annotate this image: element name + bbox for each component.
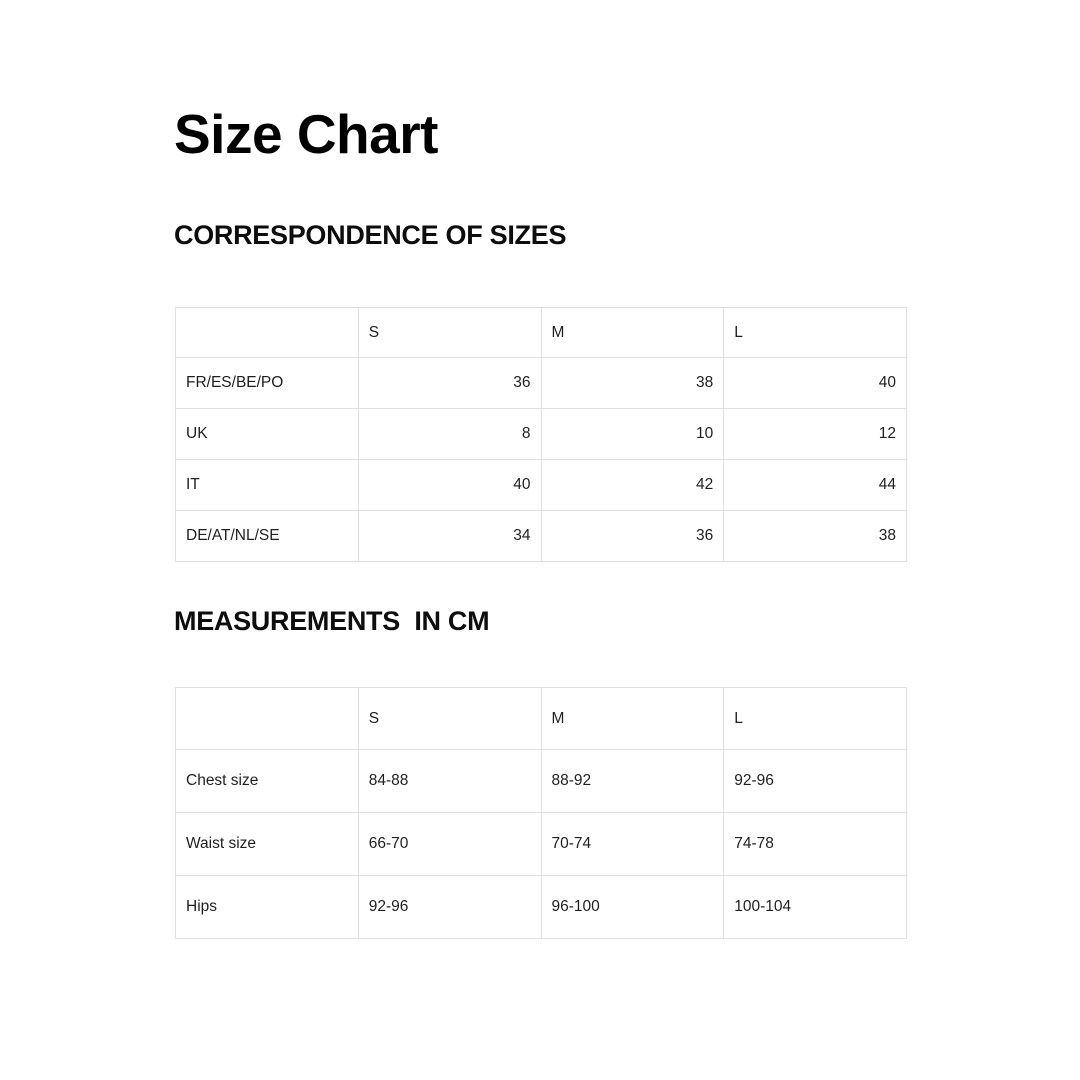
measurements-section-heading: MEASUREMENTS IN CM [174,606,490,636]
column-header-s: S [358,688,541,750]
correspondence-of-sizes-table [175,307,907,562]
size-value: 36 [541,511,724,562]
column-header-m: M [541,308,724,358]
table-row [176,813,907,876]
table-row [176,409,907,460]
corner-cell [176,308,359,358]
size-value: 38 [724,511,907,562]
page-title: Size Chart [174,103,438,165]
size-value: 36 [358,358,541,409]
size-value: 70-74 [541,813,724,876]
size-value: 44 [724,460,907,511]
size-value: 34 [358,511,541,562]
size-value: 100-104 [724,876,907,939]
row-label: Chest size [176,750,359,813]
size-value: 92-96 [724,750,907,813]
column-header-l: L [724,688,907,750]
row-label: Hips [176,876,359,939]
size-value: 42 [541,460,724,511]
row-label: UK [176,409,359,460]
table-row [176,750,907,813]
column-header-l: L [724,308,907,358]
size-value: 92-96 [358,876,541,939]
table-header-row [176,308,907,358]
size-value: 84-88 [358,750,541,813]
size-value: 40 [358,460,541,511]
size-value: 38 [541,358,724,409]
size-value: 8 [358,409,541,460]
size-value: 74-78 [724,813,907,876]
row-label: IT [176,460,359,511]
column-header-s: S [358,308,541,358]
table-row [176,358,907,409]
column-header-m: M [541,688,724,750]
row-label: Waist size [176,813,359,876]
size-value: 40 [724,358,907,409]
table-row [176,460,907,511]
size-value: 88-92 [541,750,724,813]
table-header-row [176,688,907,750]
size-value: 10 [541,409,724,460]
table-row [176,876,907,939]
size-value: 96-100 [541,876,724,939]
row-label: DE/AT/NL/SE [176,511,359,562]
row-label: FR/ES/BE/PO [176,358,359,409]
corner-cell [176,688,359,750]
size-value: 12 [724,409,907,460]
measurements-in-cm-table [175,687,907,939]
table-row [176,511,907,562]
size-value: 66-70 [358,813,541,876]
correspondence-section-heading: CORRESPONDENCE OF SIZES [174,220,567,250]
